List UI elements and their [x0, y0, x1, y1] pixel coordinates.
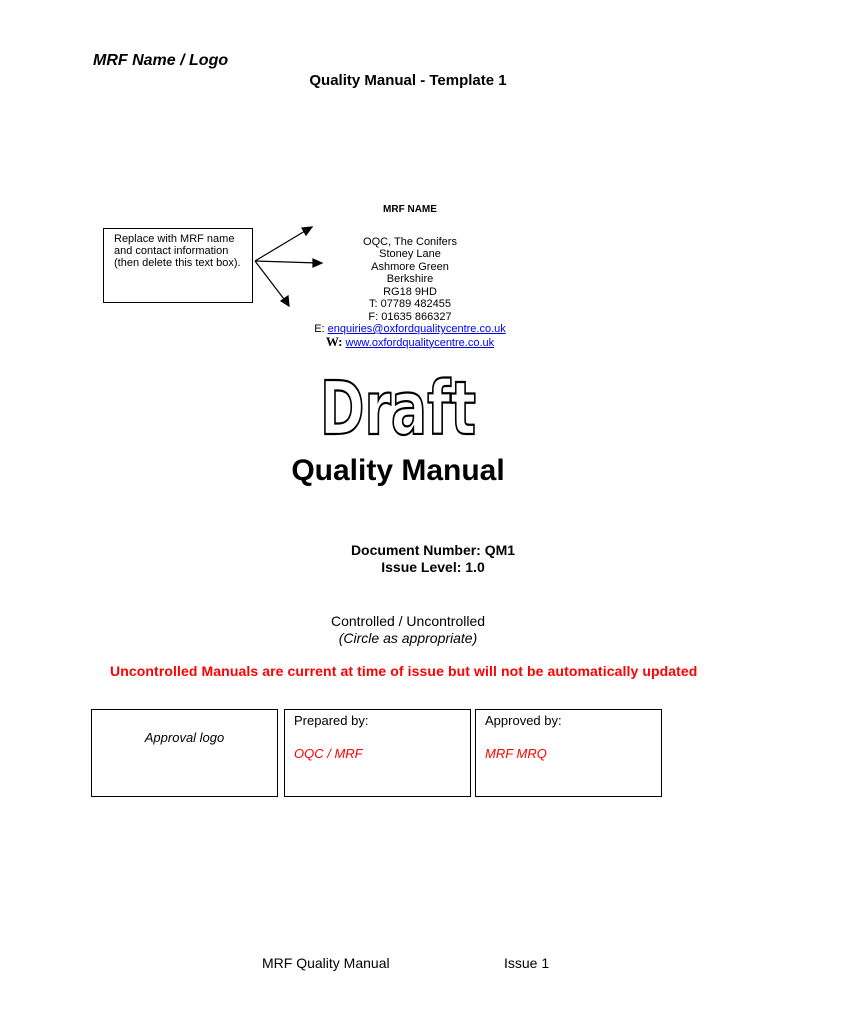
instruction-text-box [103, 228, 253, 303]
website-link[interactable]: www.oxfordqualitycentre.co.uk [345, 336, 495, 349]
email-prefix: E: [314, 323, 325, 335]
draft-watermark-text: Draft [320, 366, 476, 452]
website-row [300, 333, 520, 350]
mrf-logo-placeholder: MRF Name / Logo [93, 52, 229, 69]
approved-by-value: MRF MRQ [485, 746, 547, 761]
email-link[interactable]: enquiries@oxfordqualitycentre.co.uk [327, 323, 506, 335]
control-status-instruction: (Circle as appropriate) [338, 630, 478, 646]
address-line: OQC, The Conifers [363, 235, 457, 248]
address-line: Berkshire [386, 273, 434, 285]
contact-name: MRF NAME [383, 204, 437, 215]
footer-document-name: MRF Quality Manual [262, 955, 390, 971]
control-status-options: Controlled / Uncontrolled [330, 613, 486, 629]
prepared-by-box [284, 709, 471, 797]
fax-number: F: 01635 866327 [368, 310, 452, 323]
phone-number: T: 07789 482455 [369, 298, 451, 310]
contact-details [300, 204, 520, 349]
address-line: Ashmore Green [371, 260, 449, 273]
page-title: Quality Manual [291, 454, 505, 487]
footer-issue: Issue 1 [504, 955, 550, 971]
approved-by-box [475, 709, 662, 797]
document-info [0, 542, 866, 576]
issue-level: Issue Level: 1.0 [381, 559, 485, 575]
address-line: RG18 9HD [383, 285, 437, 298]
uncontrolled-warning: Uncontrolled Manuals are current at time of issue but will not be automatically updated [110, 663, 698, 679]
document-number: Document Number: QM1 [350, 542, 516, 558]
address-line: Stoney Lane [379, 248, 441, 260]
prepared-by-value: OQC / MRF [294, 746, 363, 761]
prepared-by-label: Prepared by: [294, 713, 369, 728]
draft-watermark [315, 360, 485, 452]
template-title: Quality Manual - Template 1 [309, 72, 507, 89]
approved-by-label: Approved by: [485, 713, 562, 728]
approval-logo-placeholder: Approval logo [144, 730, 225, 745]
website-prefix: W: [325, 333, 343, 349]
approval-logo-box [91, 709, 278, 797]
control-status [0, 613, 816, 647]
instruction-text: Replace with MRF name and contact information (then delete this text box). [114, 233, 241, 269]
